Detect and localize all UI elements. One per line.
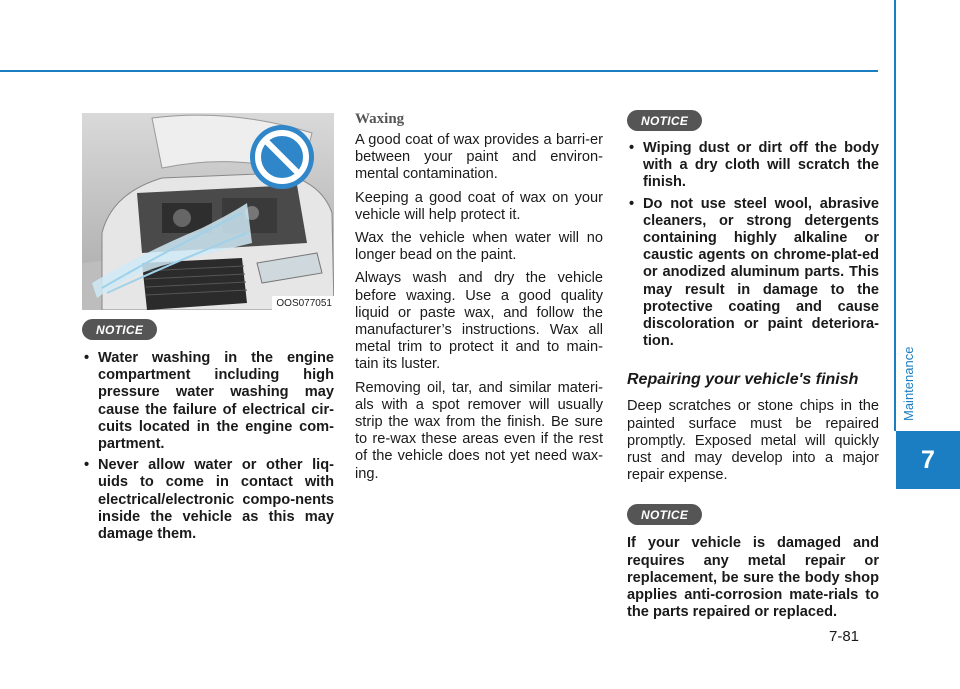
paragraph: Always wash and dry the vehicle before waxing. Use a good quality liquid or paste wax, and follow the manufacturer’s instructions. Wax all metal trim to protect it and to main-tain its luster. (355, 270, 603, 373)
waxing-heading: Waxing (355, 111, 405, 127)
engine-wash-notice-list (82, 350, 334, 543)
paragraph: Keeping a good coat of wax on your vehicle will help protect it. (355, 189, 603, 223)
paragraph: Removing oil, tar, and similar materi-als with a spot remover will usually strip the wax from the finish. Be sure to re-wax these areas even if the rest of the vehicle does not yet need wax-ing. (355, 379, 603, 482)
engine-wash-illustration (82, 113, 334, 310)
side-tab-line (894, 0, 896, 431)
page-number: 7-81 (829, 628, 860, 645)
left-column (82, 113, 334, 547)
list-item: • Do not use steel wool, abrasive cleaners, or strong detergents containing highly alkaline or caustic agents on chrome-plat-ed or anodized aluminum parts. This may result in damage to the protective coating and cause discoloration or paint deteriora-tion. (627, 196, 879, 351)
header-rule (0, 70, 878, 72)
car-engine-image (82, 113, 334, 310)
list-item: • Never allow water or other liq-uids to come in contact with electrical/electronic compo-nents inside the vehicle as this may damage them. (82, 457, 334, 543)
notice-badge: NOTICE (627, 504, 702, 525)
finish-notice-list (627, 140, 879, 350)
paragraph: Deep scratches or stone chips in the painted surface must be repaired promptly. Exposed metal will quickly rust and may develop into a major repair expense. (627, 398, 879, 484)
right-column (627, 110, 879, 627)
paragraph: Wax the vehicle when water will no longer bead on the paint. (355, 230, 603, 264)
anti-corrosion-notice: If your vehicle is damaged and requires any metal repair or replacement, be sure the body shop applies anti-corrosion mate-rials to the parts repaired or replaced. (627, 535, 879, 621)
prohibition-icon (250, 125, 314, 189)
notice-badge: NOTICE (82, 319, 157, 340)
repair-heading: Repairing your vehicle's finish (627, 371, 859, 389)
section-label: Maintenance (901, 346, 916, 421)
middle-column (355, 110, 603, 489)
figure-code: OOS077051 (272, 296, 334, 310)
list-item: • Wiping dust or dirt off the body with a dry cloth will scratch the finish. (627, 140, 879, 192)
paragraph: A good coat of wax provides a barri-er between your paint and environ-mental contamination. (355, 132, 603, 183)
notice-badge: NOTICE (627, 110, 702, 131)
chapter-number: 7 (896, 431, 960, 489)
list-item: • Water washing in the engine compartment including high pressure water washing may cause the failure of electrical cir-cuits located in the engine com-partment. (82, 350, 334, 453)
